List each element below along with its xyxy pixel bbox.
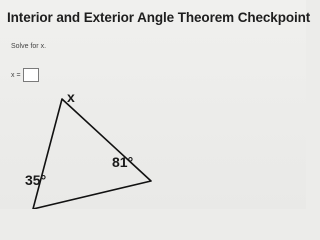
right-angle-label: 81° (112, 154, 134, 170)
left-angle-label: 35° (25, 172, 47, 188)
page-title: Interior and Exterior Angle Theorem Checkpoint (7, 10, 311, 25)
triangle-shape (33, 99, 151, 209)
top-angle-label: x (67, 89, 75, 105)
question-prompt: Solve for x. (11, 43, 47, 50)
answer-label: x = (11, 71, 21, 79)
